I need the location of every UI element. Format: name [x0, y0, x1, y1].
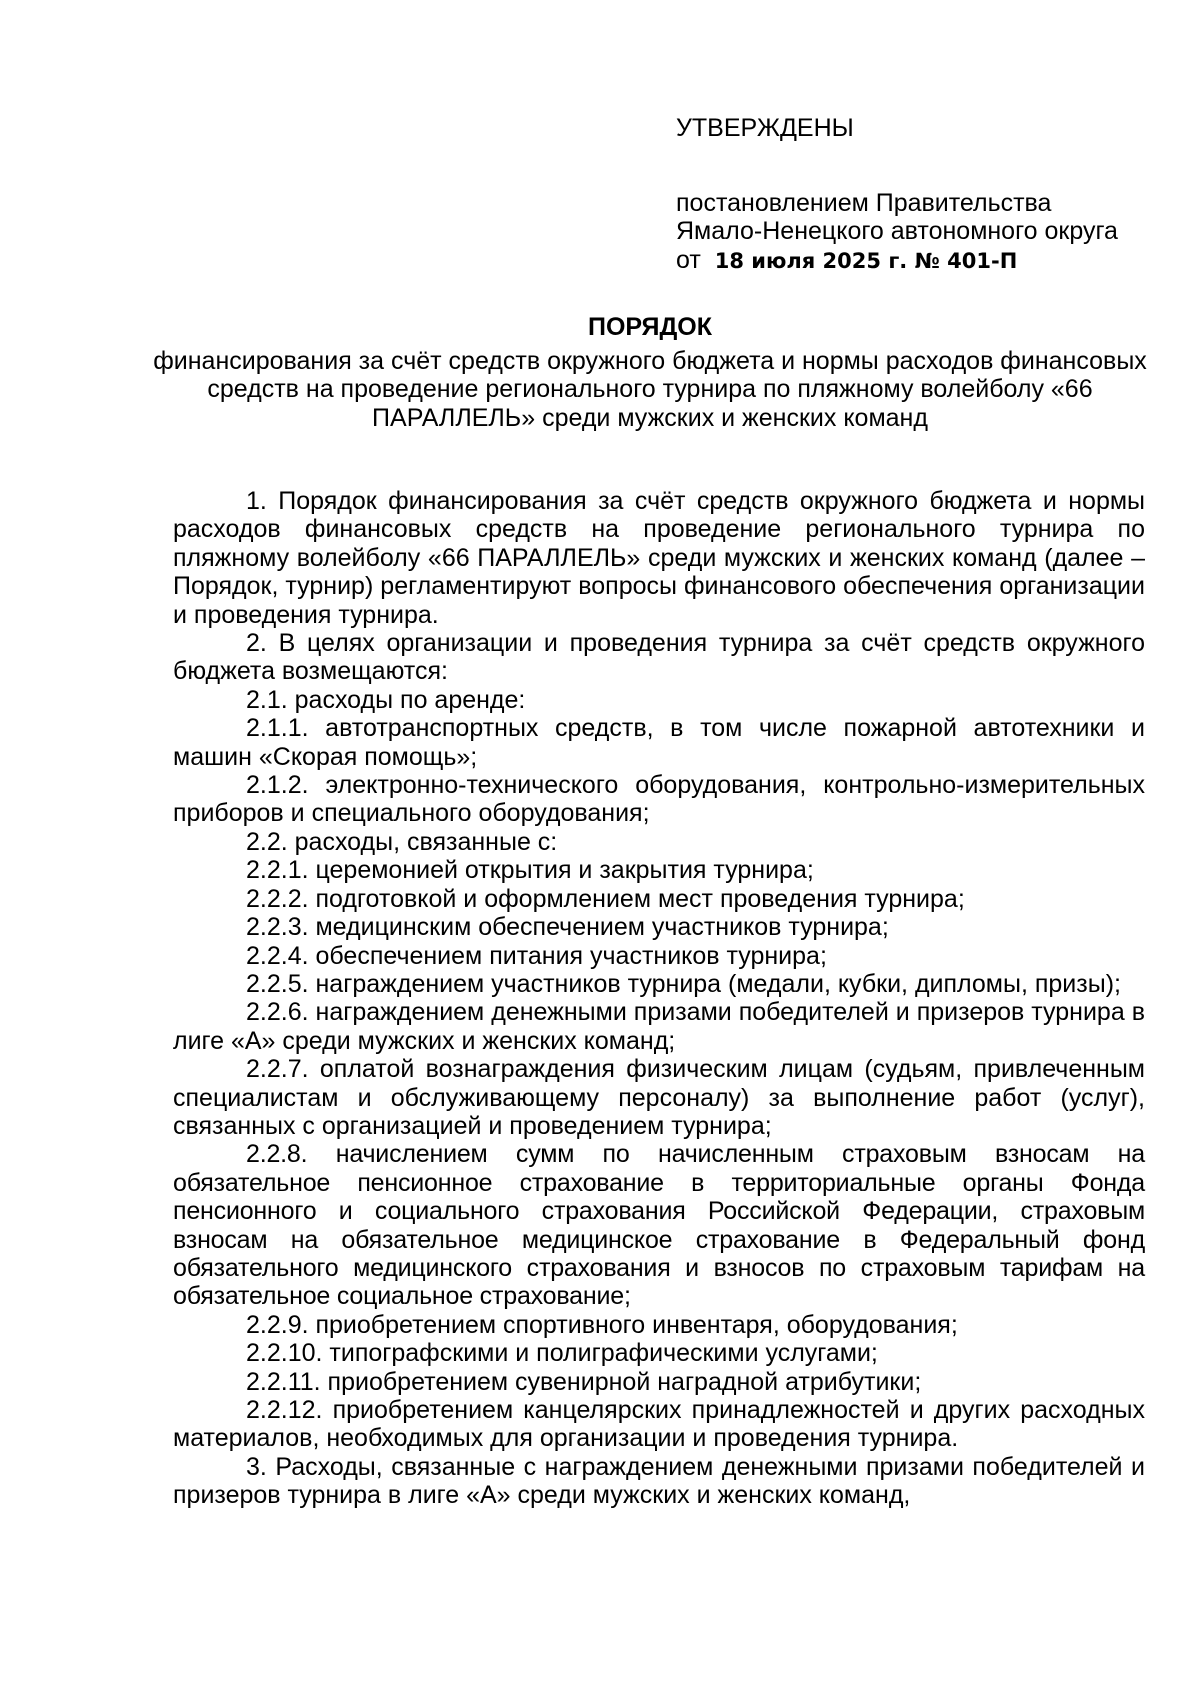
- approval-date-prefix: от: [676, 245, 701, 274]
- paragraph-2-2: 2.2. расходы, связанные с:: [246, 827, 558, 856]
- document-subtitle: финансирования за счёт средств окружного бюджета и нормы расходов финансовых средств на проведение регионального турнира по пляжному волейболу «66 ПАРАЛЛЕЛЬ» среди мужских и женских команд: [153, 346, 1147, 432]
- paragraph-2-2-7: 2.2.7. оплатой вознаграждения физическим лицам (судьям, привлеченным специалистам и обслуживающему персоналу) за выполнение работ (услуг), связанных с организацией и проведением турнира;: [173, 1055, 1145, 1140]
- paragraph-2-2-11: 2.2.11. приобретением сувенирной наградной атрибутики;: [246, 1367, 922, 1396]
- paragraph-2-2-10: 2.2.10. типографскими и полиграфическими услугами;: [246, 1339, 878, 1368]
- document-body: [173, 487, 1145, 1510]
- paragraph-2-2-1: 2.2.1. церемонией открытия и закрытия турнира;: [246, 856, 814, 885]
- paragraph-2-1-2: 2.1.2. электронно-технического оборудования, контрольно-измерительных приборов и специального оборудования;: [173, 771, 1145, 828]
- document-heading: [150, 313, 1150, 432]
- approval-region-line: Ямало-Ненецкого автономного округа: [676, 217, 1118, 245]
- paragraph-2-2-5: 2.2.5. награждением участников турнира (медали, кубки, дипломы, призы);: [246, 969, 1121, 998]
- paragraph-2: 2. В целях организации и проведения турнира за счёт средств окружного бюджета возмещаются:: [173, 629, 1145, 686]
- document-title: ПОРЯДОК: [588, 313, 712, 341]
- approval-stamp: УТВЕРЖДЕНЫ: [676, 114, 854, 142]
- paragraph-1: 1. Порядок финансирования за счёт средств окружного бюджета и нормы расходов финансовых средств на проведение регионального турнира по пляжному волейболу «66 ПАРАЛЛЕЛЬ» среди мужских и женских команд (далее – Порядок, турнир) регламентируют вопросы финансового обеспечения организации и проведения турнира.: [173, 487, 1145, 629]
- approval-block: [676, 114, 1146, 275]
- approval-authority-line: постановлением Правительства: [676, 188, 1052, 217]
- paragraph-2-2-4: 2.2.4. обеспечением питания участников турнира;: [246, 941, 827, 970]
- paragraph-2-2-9: 2.2.9. приобретением спортивного инвентаря, оборудования;: [246, 1310, 958, 1339]
- paragraph-2-1-1: 2.1.1. автотранспортных средств, в том числе пожарной автотехники и машин «Скорая помощь»;: [173, 714, 1145, 771]
- paragraph-2-2-2: 2.2.2. подготовкой и оформлением мест проведения турнира;: [246, 884, 965, 913]
- paragraph-2-2-3: 2.2.3. медицинским обеспечением участников турнира;: [246, 913, 889, 942]
- paragraph-2-2-6: 2.2.6. награждением денежными призами победителей и призеров турнира в лиге «А» среди мужских и женских команд;: [173, 998, 1145, 1055]
- approval-date-line: [676, 246, 1146, 276]
- paragraph-2-2-12: 2.2.12. приобретением канцелярских принадлежностей и других расходных материалов, необходимых для организации и проведения турнира.: [173, 1396, 1145, 1453]
- paragraph-2-1: 2.1. расходы по аренде:: [246, 685, 526, 714]
- approval-date: 18 июля 2025 г. № 401-П: [714, 248, 1018, 273]
- paragraph-3: 3. Расходы, связанные с награждением денежными призами победителей и призеров турнира в лиге «А» среди мужских и женских команд,: [173, 1452, 1145, 1510]
- paragraph-2-2-8: 2.2.8. начислением сумм по начисленным страховым взносам на обязательное пенсионное страхование в территориальные органы Фонда пенсионного и социального страхования Российской Федерации, страховым взносам на обязательное медицинское страхование в Федеральный фонд обязательного медицинского страхования и взносов по страховым тарифам на обязательное социальное страхование;: [173, 1140, 1145, 1311]
